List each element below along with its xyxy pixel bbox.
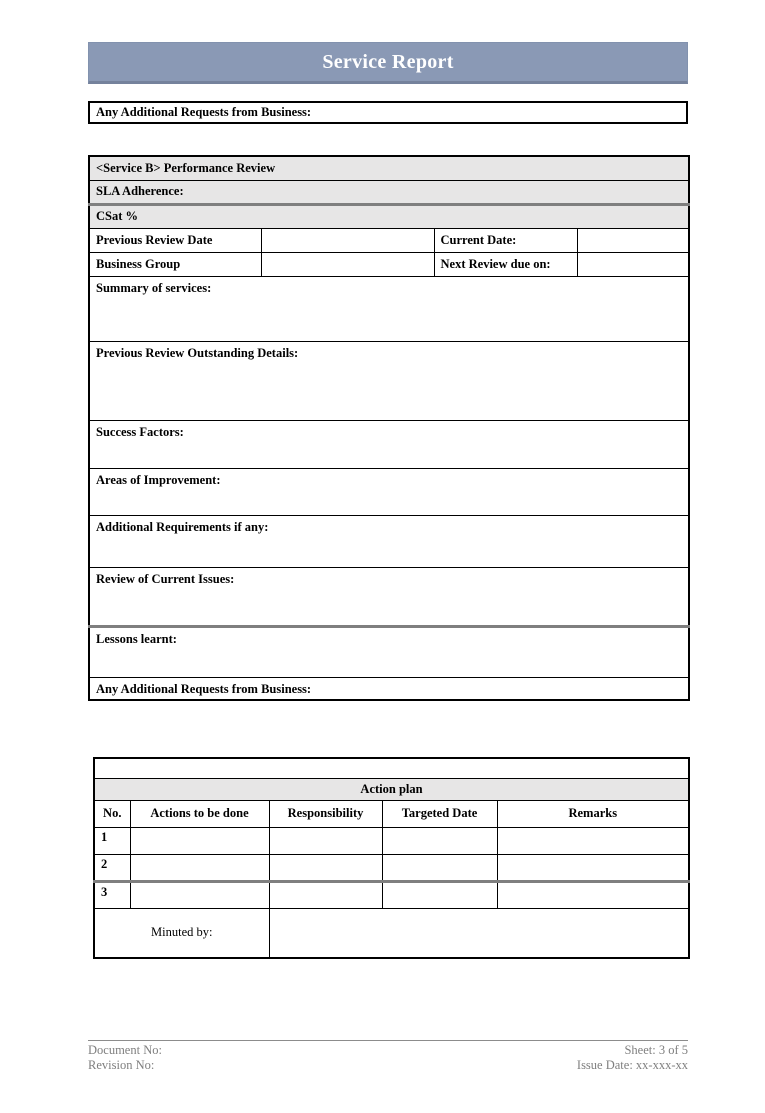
success-factors-field[interactable] <box>89 420 689 468</box>
csat-field[interactable]: CSat % <box>89 204 689 228</box>
previous-review-outstanding-field[interactable] <box>89 341 689 420</box>
additional-requests-top-label: Any Additional Requests from Business: <box>96 105 312 119</box>
column-header-remarks: Remarks <box>497 800 689 827</box>
responsibility-cell[interactable] <box>269 827 382 854</box>
remarks-cell[interactable] <box>497 827 689 854</box>
additional-requirements-field[interactable] <box>89 515 689 567</box>
lessons-learnt-label: Lessons learnt: <box>96 631 177 646</box>
lessons-learnt-field[interactable] <box>89 626 689 677</box>
additional-requests-field[interactable] <box>89 677 689 700</box>
review-current-issues-label: Review of Current Issues: <box>96 571 235 586</box>
remarks-cell[interactable] <box>497 854 689 881</box>
footer-right <box>577 1043 688 1073</box>
next-review-due-label: Next Review due on: <box>434 252 577 276</box>
minuted-by-value-cell[interactable] <box>269 908 689 958</box>
remarks-cell[interactable] <box>497 881 689 908</box>
actions-cell[interactable] <box>130 854 269 881</box>
additional-requests-label: Any Additional Requests from Business: <box>96 681 312 696</box>
sheet-number: Sheet: 3 of 5 <box>624 1043 688 1057</box>
footer-left <box>88 1043 162 1073</box>
page-content <box>88 0 688 959</box>
business-group-value-cell[interactable] <box>261 252 434 276</box>
report-title-bar <box>88 42 688 84</box>
previous-review-date-label: Previous Review Date <box>89 228 261 252</box>
summary-of-services-label: Summary of services: <box>96 280 212 295</box>
current-date-value-cell[interactable] <box>577 228 689 252</box>
column-header-actions: Actions to be done <box>130 800 269 827</box>
targeted-date-cell[interactable] <box>382 827 497 854</box>
action-plan-row-2 <box>94 854 689 881</box>
areas-of-improvement-field[interactable] <box>89 468 689 515</box>
action-plan-table <box>93 757 690 959</box>
column-header-no: No. <box>94 800 130 827</box>
report-title: Service Report <box>322 50 454 73</box>
minuted-by-row <box>94 908 689 958</box>
page-footer <box>88 1040 688 1073</box>
revision-no-label: Revision No: <box>88 1058 155 1072</box>
issue-date: Issue Date: xx-xxx-xx <box>576 1058 688 1072</box>
responsibility-cell[interactable] <box>269 881 382 908</box>
areas-of-improvement-label: Areas of Improvement: <box>96 472 221 487</box>
additional-requests-top-field[interactable] <box>88 101 688 124</box>
business-group-label: Business Group <box>89 252 261 276</box>
minuted-by-label: Minuted by: <box>94 908 269 958</box>
previous-review-outstanding-label: Previous Review Outstanding Details: <box>96 345 299 360</box>
action-plan-row-3 <box>94 881 689 908</box>
row-number: 1 <box>94 827 130 854</box>
summary-of-services-field[interactable] <box>89 276 689 341</box>
current-date-label: Current Date: <box>434 228 577 252</box>
actions-cell[interactable] <box>130 827 269 854</box>
action-plan-spacer-cell[interactable] <box>94 758 689 778</box>
targeted-date-cell[interactable] <box>382 854 497 881</box>
next-review-due-value-cell[interactable] <box>577 252 689 276</box>
additional-requirements-label: Additional Requirements if any: <box>96 519 269 534</box>
review-current-issues-field[interactable] <box>89 567 689 626</box>
targeted-date-cell[interactable] <box>382 881 497 908</box>
performance-review-table <box>88 155 690 701</box>
action-plan-row-1 <box>94 827 689 854</box>
previous-review-date-value-cell[interactable] <box>261 228 434 252</box>
document-no-label: Document No: <box>88 1043 162 1057</box>
performance-review-title-cell: <Service B> Performance Review <box>89 156 689 180</box>
column-header-responsibility: Responsibility <box>269 800 382 827</box>
action-plan-title-cell: Action plan <box>94 778 689 800</box>
actions-cell[interactable] <box>130 881 269 908</box>
column-header-targeted-date: Targeted Date <box>382 800 497 827</box>
responsibility-cell[interactable] <box>269 854 382 881</box>
sla-adherence-field[interactable]: SLA Adherence: <box>89 180 689 204</box>
row-number: 2 <box>94 854 130 881</box>
success-factors-label: Success Factors: <box>96 424 184 439</box>
row-number: 3 <box>94 881 130 908</box>
